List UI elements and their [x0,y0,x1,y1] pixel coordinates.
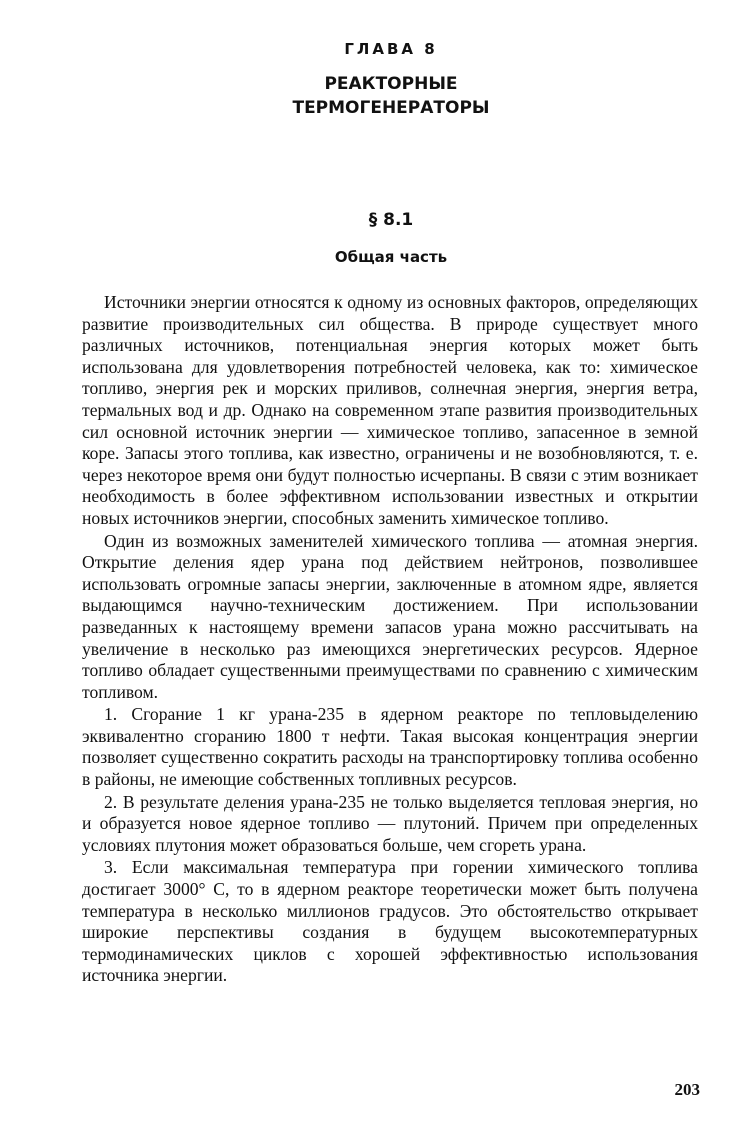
paragraph-3: 1. Сгорание 1 кг урана-235 в ядерном реакторе по тепловыделению эквивалентно сгоранию 1800 т нефти. Такая высокая концентрация энергии позволяет существенно сократить расходы на транспортировку топлива особенно в районы, не имеющие собственных топливных ресурсов. [82,704,698,790]
body-text [82,292,698,987]
chapter-title-line-2: ТЕРМОГЕНЕРАТОРЫ [292,98,490,118]
paragraph-4: 2. В результате деления урана-235 не только выделяется тепловая энергия, но и образуется новое ядерное топливо — плутоний. Причем при определенных условиях плутония может образоваться больше, чем сгореть урана. [82,791,698,855]
section-number: § 8.1 [368,210,414,230]
section-title: Общая часть [334,248,448,266]
page-number: 203 [674,1080,700,1099]
paragraph-2: Один из возможных заменителей химического топлива — атомная энергия. Открытие деления ядер урана под действием нейтронов, позволившее использовать огромные запасы энергии, заключенные в атомном ядре, является выдающимся научно-техническим достижением. При использовании разведанных к настоящему времени запасов урана можно рассчитывать на увеличение в несколько раз имеющихся энергетических ресурсов. Ядерное топливо обладает существенными преимуществами по сравнению с химическим топливом. [82,530,698,702]
chapter-label: ГЛАВА 8 [344,40,438,58]
chapter-title-line-1: РЕАКТОРНЫЕ [324,74,458,94]
paragraph-1: Источники энергии относятся к одному из основных факторов, определяющих развитие производительных сил общества. В природе существует много различных источников, потенциальная энергия которых может быть использована для удовлетворения потребностей человека, как то: химическое топливо, энергия рек и морских приливов, солнечная энергия, энергия ветра, термальных вод и др. Однако на современном этапе развития производительных сил основной источник энергии — химическое топливо, запасенное в земной коре. Запасы этого топлива, как известно, ограничены и не возобновляются, т. е. через некоторое время они будут полностью исчерпаны. В связи с этим возникает необходимость в более эффективном использовании известных и открытии новых источников энергии, способных заменить химическое топливо. [82,292,698,528]
paragraph-5: 3. Если максимальная температура при горении химического топлива достигает 3000° С, то в ядерном реакторе теоретически может быть получена температура в несколько миллионов градусов. Это обстоятельство открывает широкие перспективы создания в будущем высокотемпературных термодинамических циклов с хорошей эффективностью использования источника энергии. [82,857,698,986]
chapter-title [82,72,700,120]
